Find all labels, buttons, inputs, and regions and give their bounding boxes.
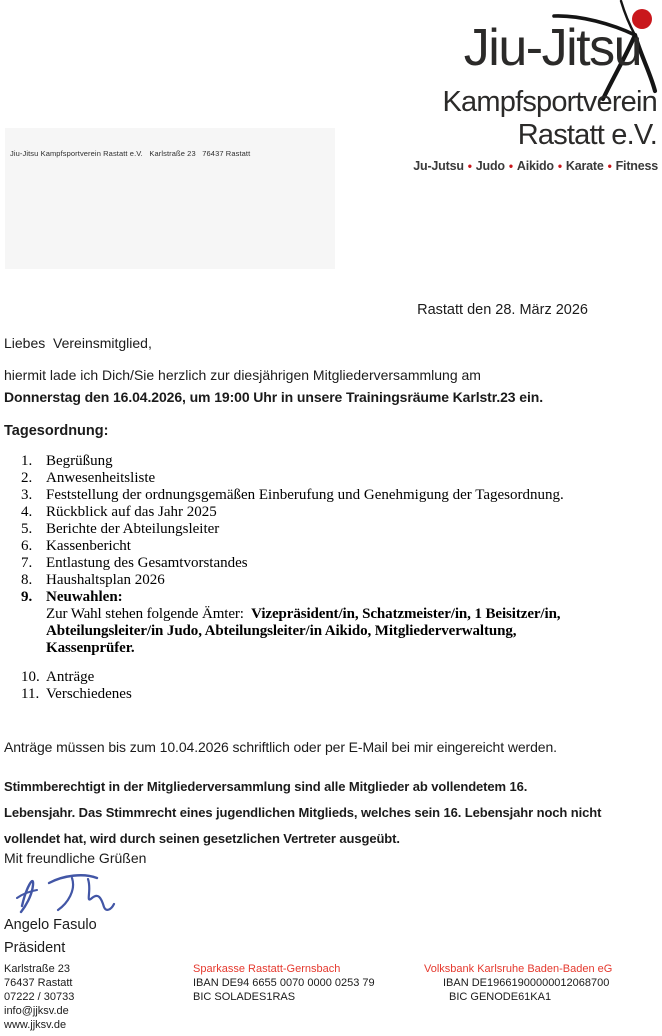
agenda-item: 6. Kassenbericht bbox=[21, 538, 131, 554]
agenda-item: 1. Begrüßung bbox=[21, 453, 113, 469]
agenda-heading: Tagesordnung: bbox=[4, 423, 109, 439]
agenda-item: 4. Rückblick auf das Jahr 2025 bbox=[21, 504, 217, 520]
agenda-list bbox=[0, 453, 662, 703]
closing-salute: Mit freundliche Grüßen bbox=[4, 850, 147, 866]
bank2-name: Volksbank Karlsruhe Baden-Baden eG bbox=[424, 963, 613, 975]
tagline-discipline: Judo bbox=[475, 159, 505, 173]
agenda-item: 7. Entlastung des Gesamtvorstandes bbox=[21, 555, 248, 571]
footer-contact-line: www.jjksv.de bbox=[4, 1019, 67, 1031]
agenda-subitem: Kassenprüfer. bbox=[46, 640, 135, 656]
voting-rights-line: vollendet hat, wird durch seinen gesetzlichen Vertreter ausgeübt. bbox=[4, 831, 400, 846]
signer-name: Angelo Fasulo bbox=[4, 917, 97, 933]
tagline-discipline: Fitness bbox=[615, 159, 658, 173]
footer-contact-line: 76437 Rastatt bbox=[4, 977, 73, 989]
intro-line: hiermit lade ich Dich/Sie herzlich zur diesjährigen Mitgliederversammlung am bbox=[4, 367, 481, 383]
meeting-details-line: Donnerstag den 16.04.2026, um 19:00 Uhr in unsere Trainingsräume Karlstr.23 ein. bbox=[4, 389, 543, 405]
logo-subtitle-city: Rastatt e.V. bbox=[517, 119, 657, 151]
bank2-bic: BIC GENODE61KA1 bbox=[449, 991, 552, 1003]
motions-deadline-paragraph: Anträge müssen bis zum 10.04.2026 schriftlich oder per E-Mail bei mir eingereicht werden. bbox=[4, 739, 557, 755]
agenda-item: 11. Verschiedenes bbox=[21, 686, 132, 702]
letter-date: Rastatt den 28. März 2026 bbox=[417, 302, 588, 318]
agenda-subitem: Abteilungsleiter/in Judo, Abteilungsleiter/in Aikido, Mitgliederverwaltung, bbox=[46, 623, 517, 639]
tagline-discipline: Karate bbox=[565, 159, 604, 173]
footer-contact bbox=[4, 962, 74, 1032]
bullet-dot-icon: • bbox=[607, 159, 612, 173]
agenda-item: 10. Anträge bbox=[21, 669, 95, 685]
bank1-name: Sparkasse Rastatt-Gernsbach bbox=[193, 963, 341, 975]
bank1-bic: BIC SOLADES1RAS bbox=[193, 991, 296, 1003]
footer-contact-line: 07222 / 30733 bbox=[4, 991, 75, 1003]
bullet-dot-icon: • bbox=[467, 159, 472, 173]
footer-contact-line: Karlstraße 23 bbox=[4, 963, 71, 975]
agenda-item: 2. Anwesenheitsliste bbox=[21, 470, 156, 486]
bank2-iban: IBAN DE19661900000012068700 bbox=[443, 977, 610, 989]
footer-bank-volksbank bbox=[424, 962, 612, 1004]
agenda-item: 9. Neuwahlen: bbox=[21, 589, 123, 605]
bullet-dot-icon: • bbox=[557, 159, 562, 173]
logo-tagline bbox=[413, 159, 658, 173]
agenda-item: 8. Haushaltsplan 2026 bbox=[21, 572, 165, 588]
agenda-item: 3. Feststellung der ordnungsgemäßen Einberufung und Genehmigung der Tagesordnung. bbox=[21, 487, 564, 503]
signer-title: Präsident bbox=[4, 940, 66, 956]
footer-bank-sparkasse bbox=[193, 962, 375, 1004]
tagline-discipline: Aikido bbox=[516, 159, 554, 173]
bank1-iban: IBAN DE94 6655 0070 0000 0253 79 bbox=[193, 977, 375, 989]
agenda-subitem: Zur Wahl stehen folgende Ämter: Vizepräsident/in, Schatzmeister/in, 1 Beisitzer/in, bbox=[46, 606, 561, 622]
tagline-discipline: Ju-Jutsu bbox=[413, 159, 464, 173]
signature-image bbox=[12, 866, 124, 918]
salutation: Liebes Vereinsmitglied, bbox=[4, 335, 152, 351]
voting-rights-paragraph bbox=[4, 774, 601, 852]
logo-subtitle-club: Kampfsportverein bbox=[442, 86, 657, 118]
voting-rights-line: Stimmberechtigt in der Mitgliederversammlung sind alle Mitglieder ab vollendetem 16. bbox=[4, 779, 528, 794]
logo-title: Jiu-Jitsu bbox=[463, 19, 641, 77]
sender-return-address: Jiu-Jitsu Kampfsportverein Rastatt e.V. Karlstraße 23 76437 Rastatt bbox=[10, 149, 251, 158]
bullet-dot-icon: • bbox=[508, 159, 513, 173]
footer-contact-line: info@jjksv.de bbox=[4, 1005, 69, 1017]
club-logo bbox=[377, 0, 662, 188]
voting-rights-line: Lebensjahr. Das Stimmrecht eines jugendlichen Mitglieds, welches sein 16. Lebensjahr noch nicht bbox=[4, 805, 602, 820]
agenda-item: 5. Berichte der Abteilungsleiter bbox=[21, 521, 220, 537]
